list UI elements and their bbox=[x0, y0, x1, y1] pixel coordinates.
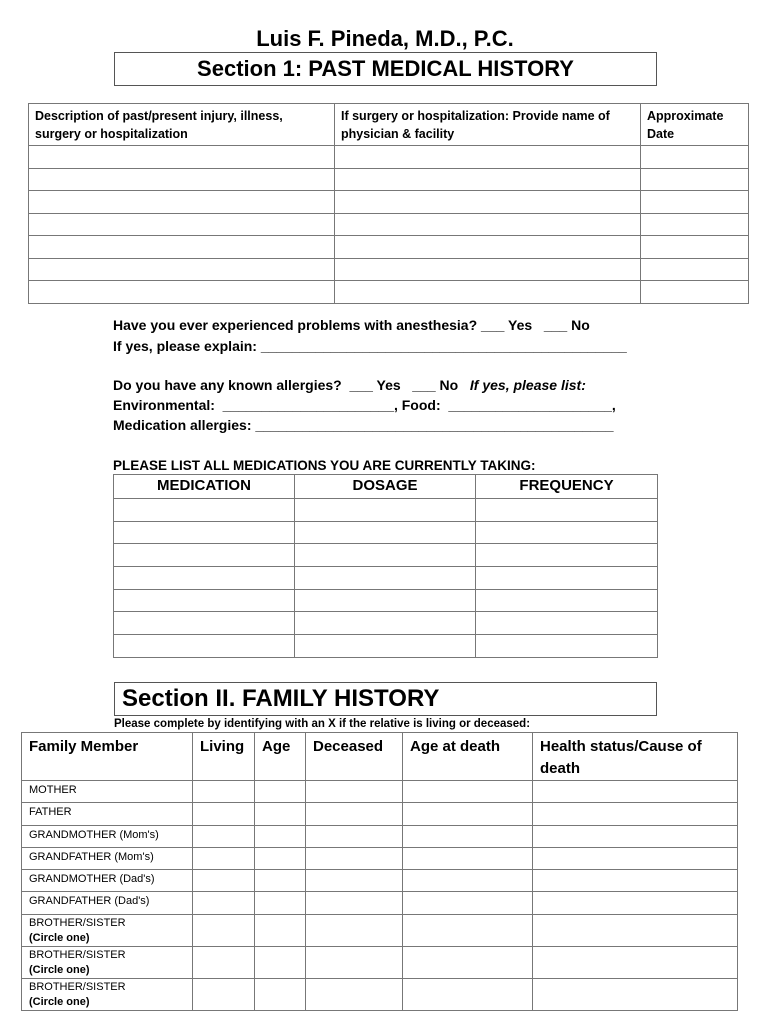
deceased-cell[interactable] bbox=[306, 825, 403, 847]
family-row bbox=[22, 870, 738, 892]
medications-table bbox=[113, 474, 658, 658]
past-physician-cell[interactable] bbox=[335, 191, 641, 214]
family-row bbox=[22, 978, 738, 1010]
family-member-cell bbox=[22, 978, 193, 1010]
health-status-cell[interactable] bbox=[533, 781, 738, 803]
age-at-death-cell[interactable] bbox=[403, 946, 533, 978]
meds-col-medication: MEDICATION bbox=[114, 475, 295, 499]
age-at-death-cell[interactable] bbox=[403, 825, 533, 847]
medication-row bbox=[114, 521, 658, 544]
family-row bbox=[22, 946, 738, 978]
family-member-label: MOTHER bbox=[29, 784, 77, 796]
family-row bbox=[22, 781, 738, 803]
past-col-physician: If surgery or hospitalization: Provide name of physician & facility bbox=[335, 104, 641, 146]
past-physician-cell[interactable] bbox=[335, 258, 641, 281]
meds-col-dosage: DOSAGE bbox=[295, 475, 476, 499]
past-description-cell[interactable] bbox=[29, 191, 335, 214]
living-cell[interactable] bbox=[193, 978, 255, 1010]
dosage-cell[interactable] bbox=[295, 521, 476, 544]
family-row bbox=[22, 803, 738, 825]
family-member-cell bbox=[22, 847, 193, 869]
age-at-death-cell[interactable] bbox=[403, 803, 533, 825]
past-col-date: Approximate Date bbox=[641, 104, 749, 146]
health-status-cell[interactable] bbox=[533, 825, 738, 847]
living-cell[interactable] bbox=[193, 825, 255, 847]
family-col-health-status: Health status/Cause of death bbox=[533, 733, 738, 781]
frequency-cell[interactable] bbox=[476, 589, 658, 612]
past-date-cell[interactable] bbox=[641, 146, 749, 169]
family-row bbox=[22, 847, 738, 869]
frequency-cell[interactable] bbox=[476, 499, 658, 522]
medication-row bbox=[114, 567, 658, 590]
age-at-death-cell[interactable] bbox=[403, 847, 533, 869]
past-physician-cell[interactable] bbox=[335, 168, 641, 191]
health-status-cell[interactable] bbox=[533, 978, 738, 1010]
family-member-label: GRANDMOTHER (Mom's) bbox=[29, 828, 159, 841]
dosage-cell[interactable] bbox=[295, 589, 476, 612]
medication-row bbox=[114, 499, 658, 522]
family-row bbox=[22, 892, 738, 914]
past-date-cell[interactable] bbox=[641, 236, 749, 259]
medication-cell[interactable] bbox=[114, 521, 295, 544]
age-cell[interactable] bbox=[255, 946, 306, 978]
deceased-cell[interactable] bbox=[306, 978, 403, 1010]
frequency-cell[interactable] bbox=[476, 567, 658, 590]
family-history-table bbox=[21, 732, 738, 1011]
age-cell[interactable] bbox=[255, 978, 306, 1010]
deceased-cell[interactable] bbox=[306, 946, 403, 978]
past-description-cell[interactable] bbox=[29, 281, 335, 304]
age-cell[interactable] bbox=[255, 914, 306, 946]
health-status-cell[interactable] bbox=[533, 892, 738, 914]
past-history-row bbox=[29, 168, 749, 191]
living-cell[interactable] bbox=[193, 803, 255, 825]
dosage-cell[interactable] bbox=[295, 544, 476, 567]
age-cell[interactable] bbox=[255, 870, 306, 892]
family-member-label: GRANDFATHER (Dad's) bbox=[29, 895, 150, 908]
family-col-age: Age bbox=[255, 733, 306, 781]
family-member-cell bbox=[22, 914, 193, 946]
medication-row bbox=[114, 544, 658, 567]
deceased-cell[interactable] bbox=[306, 803, 403, 825]
medication-row bbox=[114, 589, 658, 612]
medication-cell[interactable] bbox=[114, 499, 295, 522]
family-col-deceased: Deceased bbox=[306, 733, 403, 781]
family-member-label: GRANDFATHER (Mom's) bbox=[29, 850, 154, 863]
medication-row bbox=[114, 635, 658, 658]
age-cell[interactable] bbox=[255, 781, 306, 803]
allergies-list-prompt: If yes, please list: bbox=[469, 377, 586, 393]
past-description-cell[interactable] bbox=[29, 213, 335, 236]
deceased-cell[interactable] bbox=[306, 847, 403, 869]
past-physician-cell[interactable] bbox=[335, 236, 641, 259]
deceased-cell[interactable] bbox=[306, 781, 403, 803]
past-history-row bbox=[29, 236, 749, 259]
dosage-cell[interactable] bbox=[295, 635, 476, 658]
past-description-cell[interactable] bbox=[29, 258, 335, 281]
frequency-cell[interactable] bbox=[476, 612, 658, 635]
circle-one-note: (Circle one) bbox=[29, 963, 90, 976]
allergies-question-text: Do you have any known allergies? ___ Yes ___ No bbox=[113, 377, 459, 393]
past-col-description: Description of past/present injury, illness, surgery or hospitalization bbox=[29, 104, 335, 146]
living-cell[interactable] bbox=[193, 781, 255, 803]
circle-one-note: (Circle one) bbox=[29, 995, 90, 1008]
family-member-cell bbox=[22, 870, 193, 892]
past-physician-cell[interactable] bbox=[335, 146, 641, 169]
living-cell[interactable] bbox=[193, 914, 255, 946]
age-cell[interactable] bbox=[255, 803, 306, 825]
family-member-cell bbox=[22, 825, 193, 847]
anesthesia-question: Have you ever experienced problems with anesthesia? ___ Yes ___ No bbox=[113, 317, 590, 333]
age-at-death-cell[interactable] bbox=[403, 892, 533, 914]
health-status-cell[interactable] bbox=[533, 803, 738, 825]
deceased-cell[interactable] bbox=[306, 870, 403, 892]
family-member-label: GRANDMOTHER (Dad's) bbox=[29, 873, 155, 886]
past-physician-cell[interactable] bbox=[335, 281, 641, 304]
age-at-death-cell[interactable] bbox=[403, 870, 533, 892]
past-history-row bbox=[29, 213, 749, 236]
family-member-label: FATHER bbox=[29, 806, 72, 819]
family-member-cell bbox=[22, 803, 193, 825]
deceased-cell[interactable] bbox=[306, 914, 403, 946]
past-history-table bbox=[28, 103, 749, 304]
medication-cell[interactable] bbox=[114, 635, 295, 658]
section2-title: Section II. FAMILY HISTORY bbox=[114, 682, 657, 716]
living-cell[interactable] bbox=[193, 892, 255, 914]
living-cell[interactable] bbox=[193, 946, 255, 978]
past-description-cell[interactable] bbox=[29, 146, 335, 169]
past-history-row bbox=[29, 281, 749, 304]
environmental-food-line[interactable]: Environmental: ______________________, Food: _____________________, bbox=[113, 397, 616, 413]
medication-cell[interactable] bbox=[114, 612, 295, 635]
past-date-cell[interactable] bbox=[641, 168, 749, 191]
past-physician-cell[interactable] bbox=[335, 213, 641, 236]
family-member-cell bbox=[22, 946, 193, 978]
section1-title: Section 1: PAST MEDICAL HISTORY bbox=[114, 52, 657, 86]
medications-heading: PLEASE LIST ALL MEDICATIONS YOU ARE CURRENTLY TAKING: bbox=[113, 458, 536, 473]
frequency-cell[interactable] bbox=[476, 544, 658, 567]
past-history-row bbox=[29, 191, 749, 214]
past-description-cell[interactable] bbox=[29, 236, 335, 259]
age-at-death-cell[interactable] bbox=[403, 781, 533, 803]
medication-cell[interactable] bbox=[114, 567, 295, 590]
family-col-living: Living bbox=[193, 733, 255, 781]
family-row bbox=[22, 825, 738, 847]
family-instruction: Please complete by identifying with an X if the relative is living or deceased: bbox=[114, 718, 531, 730]
past-history-row bbox=[29, 258, 749, 281]
family-col-member: Family Member bbox=[22, 733, 193, 781]
past-date-cell[interactable] bbox=[641, 213, 749, 236]
past-date-cell[interactable] bbox=[641, 258, 749, 281]
doctor-name: Luis F. Pineda, M.D., P.C. bbox=[256, 26, 514, 51]
medication-cell[interactable] bbox=[114, 589, 295, 612]
health-status-cell[interactable] bbox=[533, 847, 738, 869]
family-row bbox=[22, 914, 738, 946]
dosage-cell[interactable] bbox=[295, 499, 476, 522]
past-description-cell[interactable] bbox=[29, 168, 335, 191]
allergies-question bbox=[113, 376, 586, 394]
age-at-death-cell[interactable] bbox=[403, 914, 533, 946]
health-status-cell[interactable] bbox=[533, 870, 738, 892]
health-status-cell[interactable] bbox=[533, 946, 738, 978]
past-history-row bbox=[29, 146, 749, 169]
past-date-cell[interactable] bbox=[641, 191, 749, 214]
living-cell[interactable] bbox=[193, 870, 255, 892]
dosage-cell[interactable] bbox=[295, 567, 476, 590]
family-member-cell bbox=[22, 781, 193, 803]
anesthesia-explain[interactable]: If yes, please explain: _______________________________________________ bbox=[113, 338, 627, 354]
age-cell[interactable] bbox=[255, 825, 306, 847]
past-date-cell[interactable] bbox=[641, 281, 749, 304]
family-member-cell bbox=[22, 892, 193, 914]
age-at-death-cell[interactable] bbox=[403, 978, 533, 1010]
frequency-cell[interactable] bbox=[476, 521, 658, 544]
health-status-cell[interactable] bbox=[533, 914, 738, 946]
medication-allergies-line[interactable]: Medication allergies: ______________________________________________ bbox=[113, 417, 614, 433]
age-cell[interactable] bbox=[255, 892, 306, 914]
age-cell[interactable] bbox=[255, 847, 306, 869]
family-member-label: BROTHER/SISTER bbox=[29, 980, 126, 993]
frequency-cell[interactable] bbox=[476, 635, 658, 658]
deceased-cell[interactable] bbox=[306, 892, 403, 914]
medication-row bbox=[114, 612, 658, 635]
family-member-label: BROTHER/SISTER bbox=[29, 916, 126, 929]
medication-cell[interactable] bbox=[114, 544, 295, 567]
family-member-label: BROTHER/SISTER bbox=[29, 948, 126, 961]
family-col-age-at-death: Age at death bbox=[403, 733, 533, 781]
living-cell[interactable] bbox=[193, 847, 255, 869]
circle-one-note: (Circle one) bbox=[29, 931, 90, 944]
dosage-cell[interactable] bbox=[295, 612, 476, 635]
meds-col-frequency: FREQUENCY bbox=[476, 475, 658, 499]
